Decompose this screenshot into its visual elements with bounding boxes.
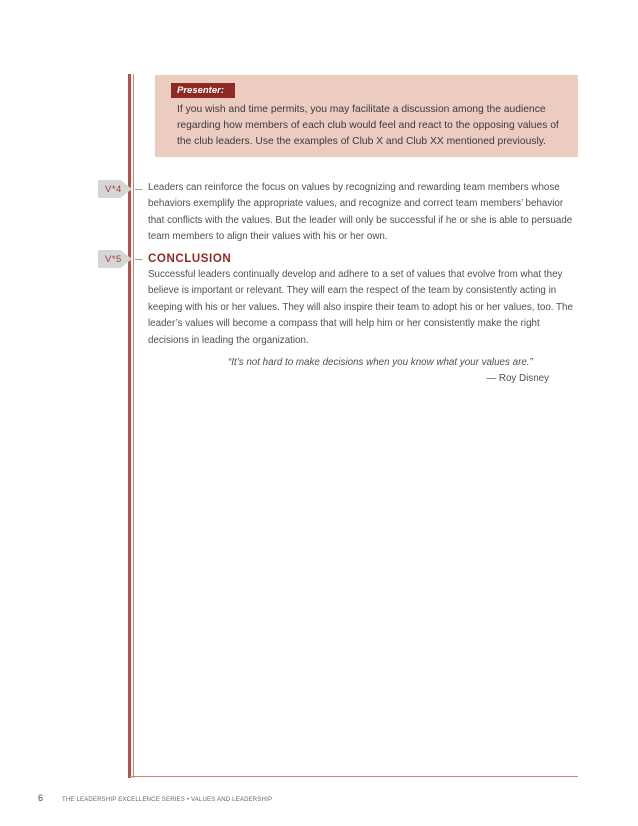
presenter-tab: Presenter: xyxy=(171,83,235,98)
page-footer xyxy=(38,793,272,803)
marker-label: V*5 xyxy=(105,253,122,265)
pointer-line xyxy=(135,189,142,190)
footer-title: THE LEADERSHIP EXCELLENCE SERIES • VALUES AND LEADERSHIP xyxy=(62,797,273,803)
margin-rule-thin xyxy=(133,74,134,778)
page-number: 6 xyxy=(38,793,44,803)
quote-attribution: — Roy Disney xyxy=(486,373,549,384)
section-heading: CONCLUSION xyxy=(148,253,232,265)
pointer-line xyxy=(135,259,142,260)
quote-text: “It’s not hard to make decisions when you know what your values are.” xyxy=(228,357,533,368)
presenter-note xyxy=(155,75,578,157)
presenter-text: If you wish and time permits, you may facilitate a discussion among the audience regarding how members of each club would feel and react to the opposing values of the club leaders. Use the examples of Club X and Club XX mentioned previously. xyxy=(177,104,559,147)
paragraph-values-reinforcement: Leaders can reinforce the focus on values by recognizing and rewarding team members whose behaviors exemplify the appropriate values, and recognize and correct team members’ behavior that conflicts with the values. But the leader will only be successful if he or she is able to persuade team members to align their values with his or her own. xyxy=(148,182,573,243)
marker-label: V*4 xyxy=(105,183,122,195)
bottom-rule xyxy=(130,776,578,777)
conclusion-paragraph: Successful leaders continually develop and adhere to a set of values that evolve from what they believe is important or relevant. They will earn the respect of the team by consistently acting in keeping with his or her values. They will also inspire their team to adopt his or her values, too. The leader’s values will become a compass that will help him or her consistently make the right decisions in leading the organization. xyxy=(148,269,573,346)
visual-marker-5 xyxy=(98,250,132,268)
visual-marker-4 xyxy=(98,180,132,198)
